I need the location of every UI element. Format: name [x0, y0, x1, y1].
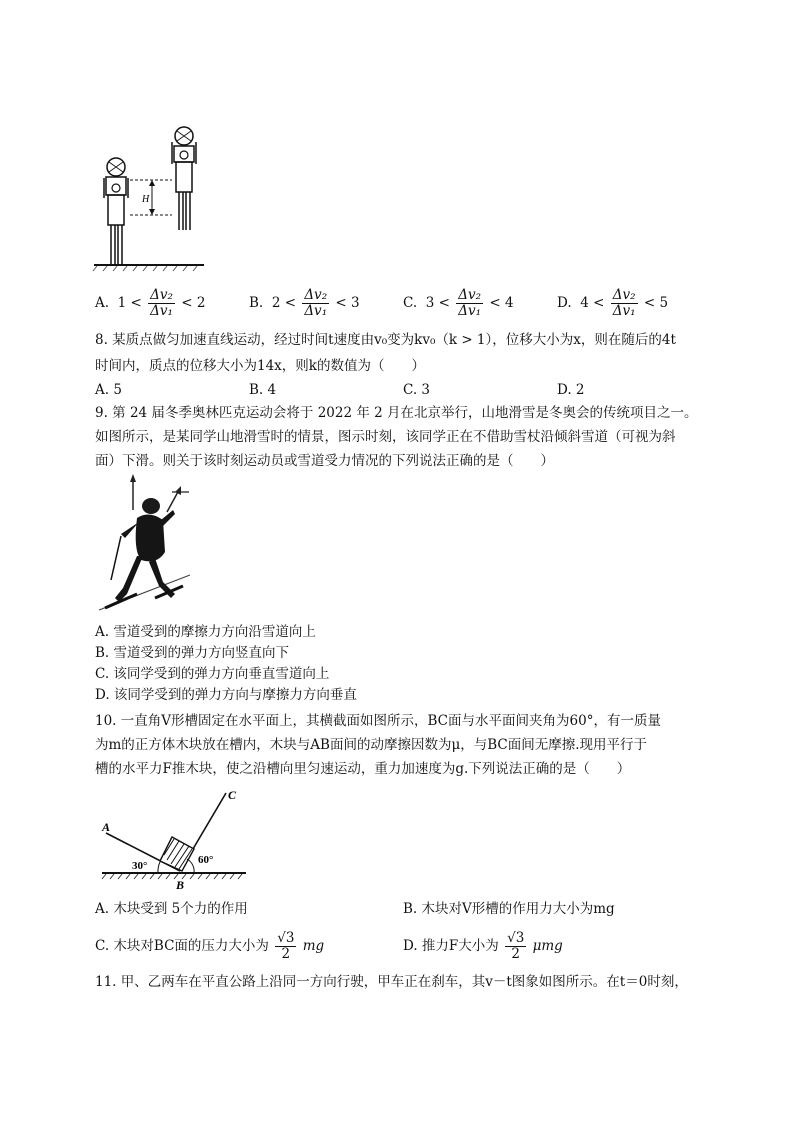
q10-option-b: B. 木块对V形槽的作用力大小为mg — [403, 901, 615, 917]
q11-line-1: 11. 甲、乙两车在平直公路上沿同一方向行驶，甲车正在刹车，其v－t图象如图所示。在t＝0时刻， — [95, 974, 688, 990]
label-a: A — [102, 820, 111, 834]
v-groove-figure — [98, 785, 250, 895]
q7-option-d: D. 4 < $\frac{\text{Δv₂}}{\text{Δv₁}}$ < 5 — [557, 287, 669, 319]
q7-option-b: B. 2 < $\frac{\text{Δv₂}}{\text{Δv₁}}$ < 3 — [249, 287, 360, 319]
q7-option-a: A. 1 < $\frac{\text{Δv₂}}{\text{Δv₁}}$ < 2 — [95, 287, 206, 319]
q10-line-3: 槽的水平力F推木块，使之沿槽向里匀速运动，重力加速度为g.下列说法正确的是（ ） — [95, 761, 631, 777]
label-b: B — [176, 878, 185, 892]
q8-line-2: 时间内，质点的位移大小为14x，则k的数值为（ ） — [95, 358, 425, 374]
q9-option-d: D. 该同学受到的弹力方向与摩擦力方向垂直 — [95, 687, 357, 703]
q10-option-d: D. 推力F大小为 $\frac{√3}{2}$ μmg — [403, 930, 563, 962]
q10-option-c: C. 木块对BC面的压力大小为 $\frac{√3}{2}$ mg — [95, 930, 325, 962]
q9-option-a: A. 雪道受到的摩擦力方向沿雪道向上 — [95, 624, 316, 640]
q8-option-b: B. 4 — [249, 382, 277, 398]
q9-line-3: 面）下滑。则关于该时刻运动员或雪道受力情况的下列说法正确的是（ ） — [95, 453, 554, 469]
angle-60: 60° — [198, 854, 214, 866]
q10-option-a: A. 木块受到 5个力的作用 — [95, 901, 248, 917]
q9-line-1: 9. 第 24 届冬季奥林匹克运动会将于 2022 年 2 月在北京举行，山地滑雪是冬奥会的传统项目之一。 — [95, 405, 698, 421]
angle-30: 30° — [132, 860, 148, 872]
q8-option-d: D. 2 — [557, 382, 585, 398]
q9-line-2: 如图所示，是某同学山地滑雪时的情景，图示时刻，该同学正在不借助雪杖沿倾斜雪道（可视为斜 — [95, 429, 676, 445]
h-label: H — [142, 194, 150, 205]
q9-option-b: B. 雪道受到的弹力方向竖直向下 — [95, 645, 290, 661]
skier-figure — [97, 470, 192, 615]
q8-line-1: 8. 某质点做匀加速直线运动，经过时间t速度由v₀变为kv₀（k > 1），位移大小为x，则在随后的4t — [95, 332, 676, 348]
q7-figure — [92, 122, 207, 272]
q8-option-c: C. 3 — [403, 382, 431, 398]
label-c: C — [228, 788, 237, 802]
q10-line-2: 为m的正方体木块放在槽内，木块与AB面间的动摩擦因数为μ，与BC面间无摩擦.现用平行于 — [95, 737, 648, 753]
q7-option-c: C. 3 < $\frac{\text{Δv₂}}{\text{Δv₁}}$ < 4 — [403, 287, 514, 319]
q9-option-c: C. 该同学受到的弹力方向垂直雪道向上 — [95, 666, 330, 682]
q8-option-a: A. 5 — [95, 382, 122, 398]
q10-line-1: 10. 一直角V形槽固定在水平面上，其横截面如图所示，BC面与水平面间夹角为60°，有一质量 — [95, 713, 661, 729]
